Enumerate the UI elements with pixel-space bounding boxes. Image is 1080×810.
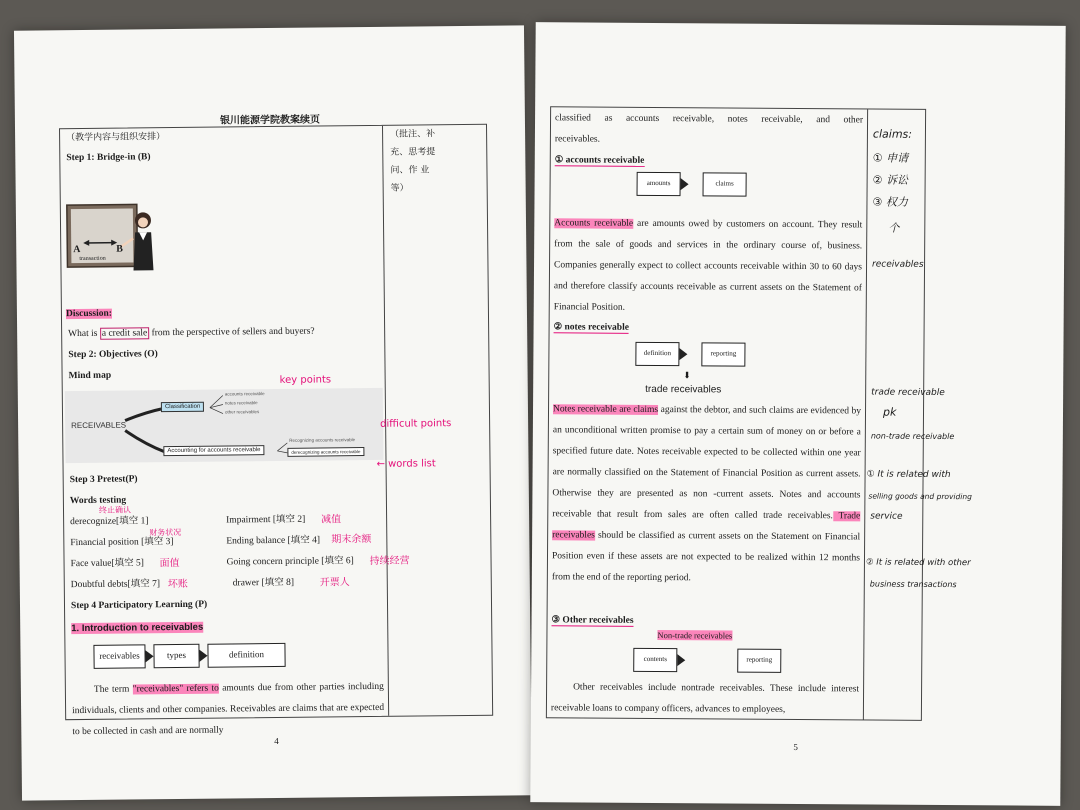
margin-note: ② 诉讼 xyxy=(872,173,909,187)
mind-map-root: RECEIVABLES xyxy=(71,420,127,431)
mind-map-leaf: other receivables xyxy=(224,409,260,415)
receivables-term: "receivables" refers to xyxy=(132,683,219,695)
mind-map-leaf: accounts receivable xyxy=(224,391,265,397)
flow-box-definition: definition xyxy=(635,342,679,366)
mind-map-label: Mind map xyxy=(68,370,112,382)
left-page xyxy=(14,25,532,800)
notes-receivable-paragraph: Notes receivable are claims against the debtor, and such claims are evidenced by an unconditional written promise to pay a certain sum of money on or before a specified future date. Notes receivable expected to be collected within one year are normally classified on the Statement of Financial Position as current assets. Otherwise they are presented as non -current assets. Notes and accounts receivable that result from sales are often called trade receivables. Trade receivables should be classified as current assets on the Statement on Financial Position even if these assets are not expected to be realized within 12 months from the end of the reporting period. xyxy=(551,404,862,584)
annotation-word: 面值 xyxy=(159,557,180,570)
page-title: 银川能源学院教案续页 xyxy=(219,114,320,127)
margin-note: service xyxy=(870,511,903,522)
trade-receivables-caption: trade receivables xyxy=(645,383,722,396)
mind-map-leaf: Recognizing accounts receivable xyxy=(289,437,356,443)
discussion-label: Discussion: xyxy=(65,308,112,320)
page-number: 5 xyxy=(793,741,798,753)
margin-note: receivables xyxy=(872,259,924,270)
annotation-difficult-points: difficult points xyxy=(380,418,452,430)
flow-box-reporting: reporting xyxy=(737,649,781,673)
flow-box-types: types xyxy=(153,644,199,668)
margin-note: ① 申请 xyxy=(872,151,909,165)
intro-line-1: classified as accounts receivable, notes receivable, and other xyxy=(555,113,864,126)
flow-arrow xyxy=(677,654,685,666)
notes-receivable-term: Notes receivable are claims xyxy=(552,404,659,416)
notes-header-line-3: 问、作 业 xyxy=(390,165,430,176)
lesson-table xyxy=(546,106,972,721)
trade-receivables-term: Trade receivables xyxy=(552,511,861,541)
margin-note: 个 xyxy=(888,221,900,235)
step2-heading: Step 2: Objectives (O) xyxy=(68,349,158,361)
step4-heading: Step 4 Participatory Learning (P) xyxy=(70,599,208,612)
words-testing-label: Words testing xyxy=(69,495,127,507)
flow-box-reporting: reporting xyxy=(701,342,745,366)
receivables-paragraph: The term "receivables" refers to amounts due from other parties including individuals, clients and other companies. Receivables are claims that are expected to be collected in cash and are normally xyxy=(72,681,385,738)
notes-header-line-1: （批注、补 xyxy=(390,129,436,140)
annotation-words-list: ← words list xyxy=(376,458,436,470)
discussion-question: What is a credit sale from the perspective of sellers and buyers? xyxy=(68,326,315,340)
annotation-word: 开票人 xyxy=(319,577,350,589)
step1-heading: Step 1: Bridge-in (B) xyxy=(66,152,151,164)
annotation-key-points: key points xyxy=(279,374,332,386)
intro-line-2: receivables. xyxy=(554,134,601,145)
margin-note: ① It is related with xyxy=(866,469,951,481)
flow-arrow xyxy=(679,348,687,360)
flow-arrow xyxy=(199,650,207,662)
notes-header-line-2: 充、思考提 xyxy=(390,147,436,158)
margin-note: selling goods and providing xyxy=(868,491,972,502)
section-accounts-receivable: ① accounts receivable xyxy=(554,155,645,166)
content-column-header: （教学内容与组织安排） xyxy=(66,132,166,144)
word-item: derecognize[填空 1] xyxy=(70,516,149,528)
mind-map-node-accounting: Accounting for accounts receivable xyxy=(163,445,264,456)
flow-box-definition: definition xyxy=(207,643,285,668)
word-item: drawer [填空 8] xyxy=(232,577,295,589)
margin-note: non-trade receivable xyxy=(870,431,955,442)
credit-sale-term: a credit sale xyxy=(100,327,149,340)
section1-heading: 1. Introduction to receivables xyxy=(71,621,204,635)
teacher-illustration xyxy=(65,200,158,279)
down-arrow: ⬇ xyxy=(683,370,691,381)
column-divider xyxy=(863,109,868,719)
mind-map-leaf: derecognizing accounts receivable xyxy=(287,447,364,457)
flow-box-amounts: amounts xyxy=(637,172,681,196)
page-number: 4 xyxy=(274,735,279,747)
annotation-word: 持续经营 xyxy=(369,555,410,567)
right-page xyxy=(530,22,1065,806)
flow-box-contents: contents xyxy=(633,648,677,672)
other-receivables-paragraph: Other receivables include nontrade receivables. These include interest receivable loans to company officers, advances to employees, xyxy=(550,682,860,715)
label-a: A xyxy=(73,244,81,256)
annotation-word: 减值 xyxy=(321,514,342,526)
annotation-word: 坏账 xyxy=(167,578,188,591)
word-item: Financial position [填空 3] xyxy=(70,537,174,549)
step3-heading: Step 3 Pretest(P) xyxy=(69,474,138,486)
margin-note: claims: xyxy=(872,127,913,141)
mind-map-leaf: notes receivable xyxy=(224,400,258,406)
flow-box-claims: claims xyxy=(703,172,747,196)
margin-note: ② It is related with other xyxy=(865,557,971,569)
mind-map xyxy=(65,388,384,463)
transaction-caption: transaction xyxy=(79,255,106,263)
annotation-word: 期末余额 xyxy=(331,533,372,546)
margin-note: pk xyxy=(882,405,897,419)
annotation-word: 财务状况 xyxy=(149,527,182,538)
word-item: Face value[填空 5] xyxy=(70,558,144,570)
section-notes-receivable: ② notes receivable xyxy=(553,322,629,333)
word-item: Doubtful debts[填空 7] xyxy=(70,579,161,591)
flow-box-receivables: receivables xyxy=(93,644,145,669)
word-item: Ending balance [填空 4] xyxy=(226,535,321,547)
section-other-receivables: ③ Other receivables xyxy=(551,615,634,626)
flow-arrow xyxy=(145,650,153,662)
margin-note: trade receivable xyxy=(871,387,945,399)
margin-note: ③ 权力 xyxy=(872,195,908,209)
label-b: B xyxy=(116,243,124,255)
non-trade-note: Non-trade receivables xyxy=(657,630,733,641)
notes-header-line-4: 等） xyxy=(390,183,409,194)
mind-map-node-classification: Classification xyxy=(161,402,204,412)
margin-note: business transactions xyxy=(869,579,957,590)
word-item: Going concern principle [填空 6] xyxy=(226,556,354,568)
annotation-word: 终止确认 xyxy=(98,505,132,515)
accounts-receivable-paragraph: Accounts receivable are amounts owed by customers on account. They result from the sale of goods and services in the ordinary course of, business. Companies generally expect to collect accounts receivable within 30 to 60 days and therefore classify accounts receivable as current assets on the Statement of Financial Position. xyxy=(553,218,863,313)
word-item: Impairment [填空 2] xyxy=(226,514,306,526)
flow-arrow xyxy=(681,178,689,190)
accounts-receivable-term: Accounts receivable xyxy=(554,218,634,229)
